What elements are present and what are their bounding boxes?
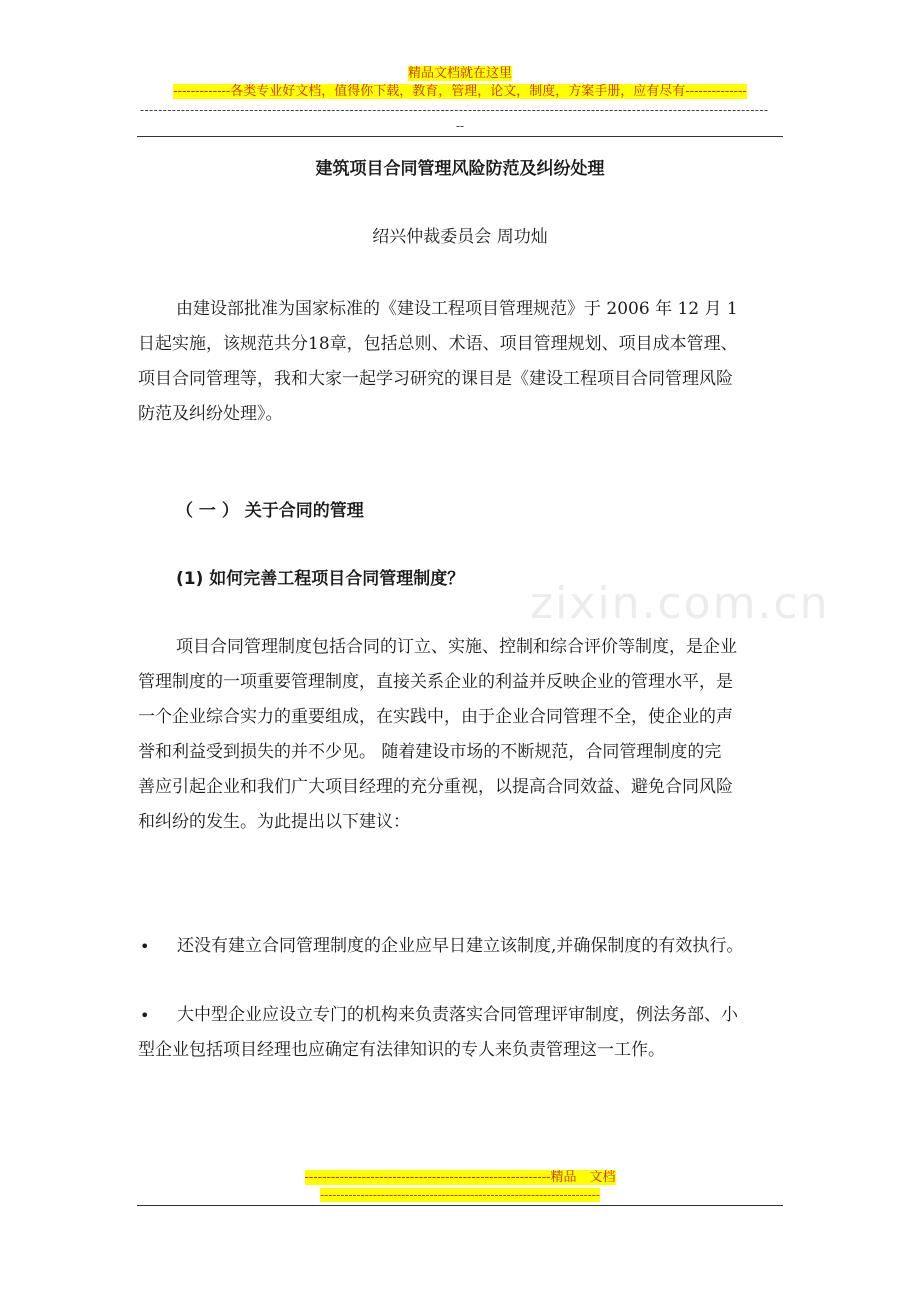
document-title: 建筑项目合同管理风险防范及纠纷处理 [315,159,605,179]
bullet-item [177,929,797,964]
bullet-line: 大中型企业应设立专门的机构来负责落实合同管理评审制度，例法务部、小 [177,1005,738,1025]
body-line: 善应引起企业和我们广大项目经理的充分重视，以提高合同效益、避免合同风险 [138,777,733,797]
header-banner-slogan: -------------各类专业好文档，值得你下载，教育，管理，论文，制度，方案手册，应有尽有-------------- [173,84,747,99]
intro-line: 日起实施，该规范共分18章，包括总则、术语、项目管理规划、项目成本管理、 [138,334,738,354]
bullet-line: 型企业包括项目经理也应确定有法律知识的专人来负责管理这一工作。 [138,1040,665,1060]
intro-paragraph [138,292,784,432]
body-paragraph [138,630,784,840]
footer-dash-line: --------------------------------------------------------------------- [320,1188,600,1202]
body-line: 管理制度的一项重要管理制度，直接关系企业的利益并反映企业的管理水平，是 [138,672,733,692]
bullet-item [138,998,784,1068]
section-heading: （ 一 ） 关于合同的管理 [176,501,364,521]
footer-banner: --------------------------------------------------------精品 文档 [304,1170,616,1185]
body-line: 一个企业综合实力的重要组成，在实践中，由于企业合同管理不全，使企业的声 [138,707,733,727]
header-dash-line: ------------------------------------------------------------------------------------------------------------------------------------------ [140,103,769,117]
intro-line: 防范及纠纷处理》。 [138,404,283,424]
bullet-dot-icon: • [140,937,150,956]
bullet-line: 还没有建立合同管理制度的企业应早日建立该制度,并确保制度的有效执行。 [177,936,744,956]
intro-line: 项目合同管理等，我和大家一起学习研究的课目是《建设工程项目合同管理风险 [138,369,733,389]
header-dash-tail: -- [455,119,465,133]
body-line: 和纠纷的发生。为此提出以下建议： [138,812,410,832]
intro-line: 由建设部批准为国家标准的《建设工程项目管理规范》于 2006 年 12 月 1 [176,299,738,319]
body-line: 项目合同管理制度包括合同的订立、实施、控制和综合评价等制度，是企业 [176,637,737,657]
watermark: zixin.com.cn [530,578,830,629]
footer-rule [137,1205,783,1206]
bullet-dot-icon: • [140,1006,150,1025]
document-author: 绍兴仲裁委员会 周功灿 [372,227,548,247]
body-line: 誉和利益受到损失的并不少见。 随着建设市场的不断规范，合同管理制度的完 [138,742,722,762]
question-heading: (1) 如何完善工程项目合同管理制度？ [176,569,465,589]
header-rule [137,136,783,137]
header-banner-title: 精品文档就在这里 [407,66,512,81]
